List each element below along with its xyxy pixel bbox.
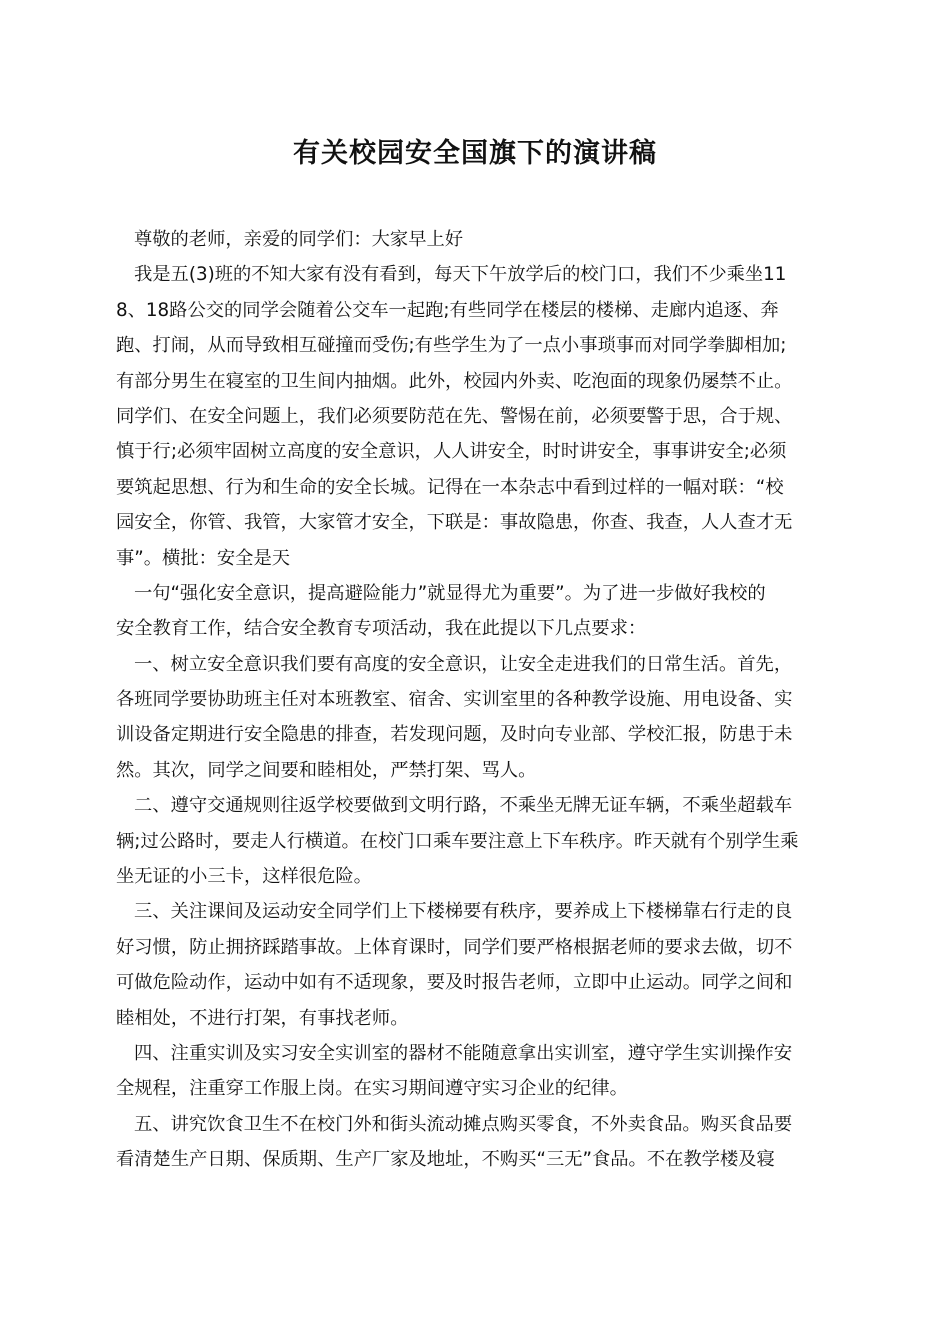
speech-body	[116, 222, 836, 1178]
text-line: 可做危险动作，运动中如有不适现象，要及时报告老师，立即中止运动。同学之间和	[116, 972, 793, 994]
text-line: 有部分男生在寝室的卫生间内抽烟。此外，校园内外卖、吃泡面的现象仍屡禁不止。	[116, 370, 793, 392]
text-line: 辆;过公路时，要走人行横道。在校门口乘车要注意上下车秩序。昨天就有个别学生乘	[116, 830, 799, 852]
text-line: 五、讲究饮食卫生不在校门外和街头流动摊点购买零食，不外卖食品。购买食品要	[134, 1113, 793, 1135]
text-line: 三、关注课间及运动安全同学们上下楼梯要有秩序，要养成上下楼梯靠右行走的良	[134, 901, 793, 923]
text-line: 训设备定期进行安全隐患的排查，若发现问题，及时向专业部、学校汇报，防患于未	[116, 724, 793, 746]
text-line: 一句“强化安全意识，提高避险能力”就显得尤为重要”。为了进一步做好我校的	[134, 582, 766, 604]
text-line: 我是五(3)班的不知大家有没有看到，每天下午放学后的校门口，我们不少乘坐11	[134, 264, 787, 286]
text-line: 安全教育工作，结合安全教育专项活动，我在此提以下几点要求：	[116, 618, 647, 640]
text-line: 二、遵守交通规则往返学校要做到文明行路，不乘坐无牌无证车辆，不乘坐超载车	[134, 795, 793, 817]
text-line: 坐无证的小三卡，这样很危险。	[116, 866, 372, 888]
text-line: 8、18路公交的同学会随着公交车一起跑;有些同学在楼层的楼梯、走廊内追逐、奔	[116, 299, 779, 321]
text-line: 尊敬的老师，亲爱的同学们：大家早上好	[134, 229, 464, 250]
text-line: 园安全，你管、我管，大家管才安全，下联是：事故隐患，你查、我查，人人查才无	[116, 512, 793, 534]
text-line: 睦相处，不进行打架，有事找老师。	[116, 1007, 409, 1029]
text-line: 事”。横批：安全是天	[116, 547, 291, 569]
text-line: 然。其次，同学之间要和睦相处，严禁打架、骂人。	[116, 759, 537, 781]
text-line: 跑、打闹，从而导致相互碰撞而受伤;有些学生为了一点小事琐事而对同学拳脚相加;	[116, 335, 787, 357]
text-line: 要筑起思想、行为和生命的安全长城。记得在一本杂志中看到过样的一幅对联：“校	[116, 476, 784, 498]
text-line: 一、树立安全意识我们要有高度的安全意识，让安全走进我们的日常生活。首先，	[134, 653, 793, 675]
page-title: 有关校园安全国旗下的演讲稿	[293, 138, 657, 169]
text-line: 全规程，注重穿工作服上岗。在实习期间遵守实习企业的纪律。	[116, 1078, 628, 1100]
text-line: 各班同学要协助班主任对本班教室、宿舍、实训室里的各种教学设施、用电设备、实	[116, 689, 793, 711]
text-line: 慎于行;必须牢固树立高度的安全意识，人人讲安全，时时讲安全，事事讲安全;必须	[116, 441, 787, 463]
text-line: 好习惯，防止拥挤踩踏事故。上体育课时，同学们要严格根据老师的要求去做，切不	[116, 936, 793, 958]
text-line: 同学们、在安全问题上，我们必须要防范在先、警惕在前，必须要警于思，合于规、	[116, 405, 793, 427]
text-line: 看清楚生产日期、保质期、生产厂家及地址，不购买“三无”食品。不在教学楼及寝	[116, 1149, 775, 1171]
text-line: 四、注重实训及实习安全实训室的器材不能随意拿出实训室，遵守学生实训操作安	[134, 1042, 793, 1064]
